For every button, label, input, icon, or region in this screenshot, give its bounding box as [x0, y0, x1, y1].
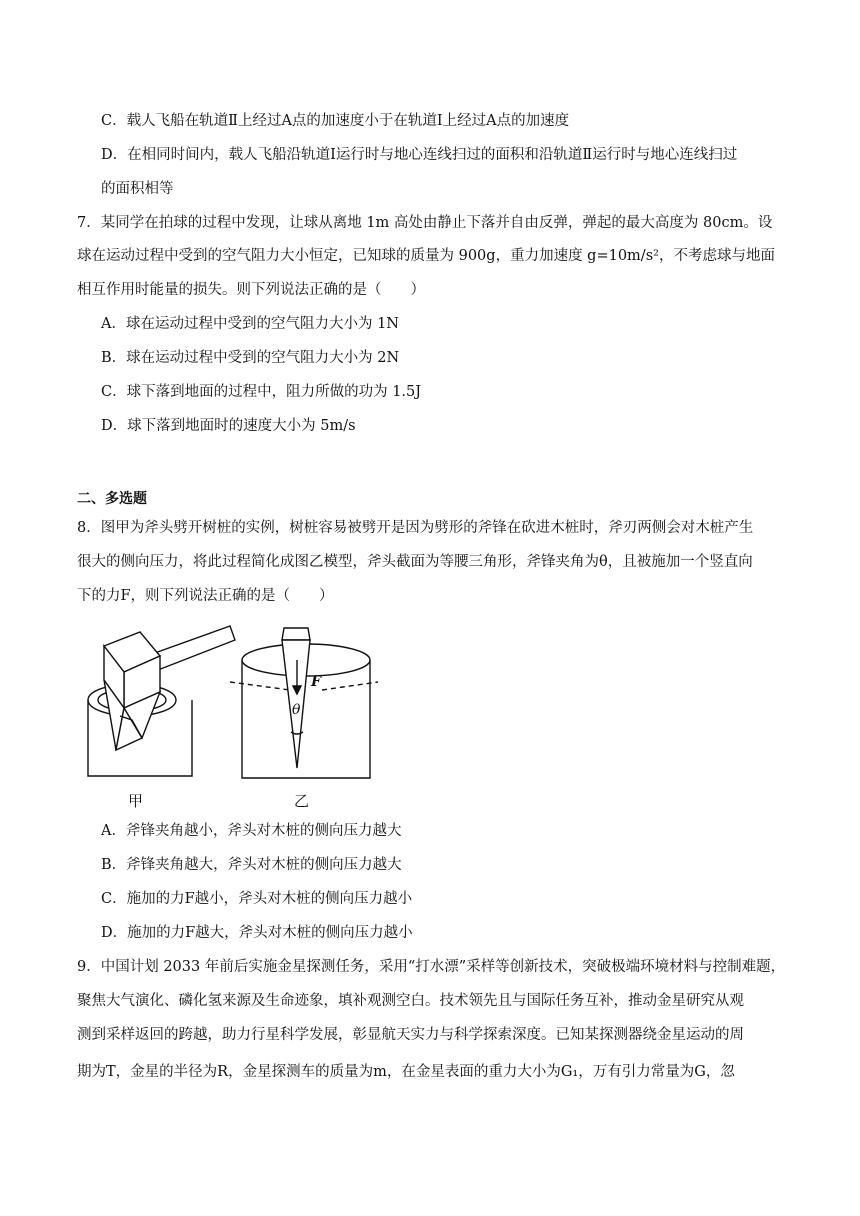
q9-stem-line1: 9．中国计划 2033 年前后实施金星探测任务，采用“打水漂”采样等创新技术，突破极端环境材料与控制难题， [77, 959, 786, 975]
q7-stem-line2: 球在运动过程中受到的空气阻力大小恒定，已知球的质量为 900g，重力加速度 g=10m/s²，不考虑球与地面 [77, 248, 775, 264]
q8-option-a: A．斧锋夹角越小，斧头对木桩的侧向压力越大 [101, 823, 402, 839]
q8-stem-line2: 很大的侧向压力，将此过程简化成图乙模型，斧头截面为等腰三角形，斧锋夹角为θ，且被施加一个竖直向 [77, 554, 753, 570]
q7-stem-line1: 7．某同学在拍球的过程中发现，让球从离地 1m 高处由静止下落并自由反弹，弹起的最大高度为 80cm。设 [77, 215, 773, 231]
q8-stem-line1: 8．图甲为斧头劈开树桩的实例，树桩容易被劈开是因为劈形的斧锋在砍进木桩时，斧刃两侧会对木桩产生 [77, 520, 754, 536]
figure-caption-jia: 甲 [128, 792, 144, 810]
q9-stem-line3: 测到采样返回的跨越，助力行星科学发展，彰显航天实力与科学探索深度。已知某探测器绕金星运动的周 [77, 1027, 744, 1043]
q6-option-c: C．载人飞船在轨道Ⅱ上经过A点的加速度小于在轨道Ⅰ上经过A点的加速度 [101, 113, 570, 129]
q7-option-a: A．球在运动过程中受到的空气阻力大小为 1N [101, 316, 399, 332]
q7-stem-line3: 相互作用时能量的损失。则下列说法正确的是（ ） [77, 282, 425, 298]
angle-label-theta: θ [292, 702, 301, 718]
q6-option-d-line1: D．在相同时间内，载人飞船沿轨道Ⅰ运行时与地心连线扫过的面积和沿轨道Ⅱ运行时与地心连线扫过 [101, 147, 738, 163]
q8-option-c: C．施加的力F越小，斧头对木桩的侧向压力越小 [101, 891, 413, 907]
q7-option-c: C．球下落到地面的过程中，阻力所做的功为 1.5J [101, 384, 422, 400]
force-label-f: F [311, 674, 321, 690]
figure-caption-yi: 乙 [294, 792, 310, 810]
q8-option-b: B．斧锋夹角越大，斧头对木桩的侧向压力越大 [101, 857, 402, 873]
q8-stem-line3: 下的力F，则下列说法正确的是（ ） [77, 588, 334, 604]
q7-option-d: D．球下落到地面时的速度大小为 5m/s [101, 418, 356, 434]
section-title-multiple-choice: 二、多选题 [77, 491, 147, 507]
q7-option-b: B．球在运动过程中受到的空气阻力大小为 2N [101, 350, 400, 366]
axe-stump-figure [80, 620, 240, 782]
wedge-model-figure [228, 620, 388, 782]
q9-stem-line4: 期为T，金星的半径为R，金星探测车的质量为m，在金星表面的重力大小为G₁，万有引力常量为G，忽 [77, 1064, 735, 1080]
q6-option-d-line2: 的面积相等 [101, 181, 174, 197]
q9-stem-line2: 聚焦大气演化、磷化氢来源及生命迹象，填补观测空白。技术领先且与国际任务互补，推动金星研究从观 [77, 993, 744, 1009]
q8-option-d: D．施加的力F越大，斧头对木桩的侧向压力越小 [101, 925, 413, 941]
